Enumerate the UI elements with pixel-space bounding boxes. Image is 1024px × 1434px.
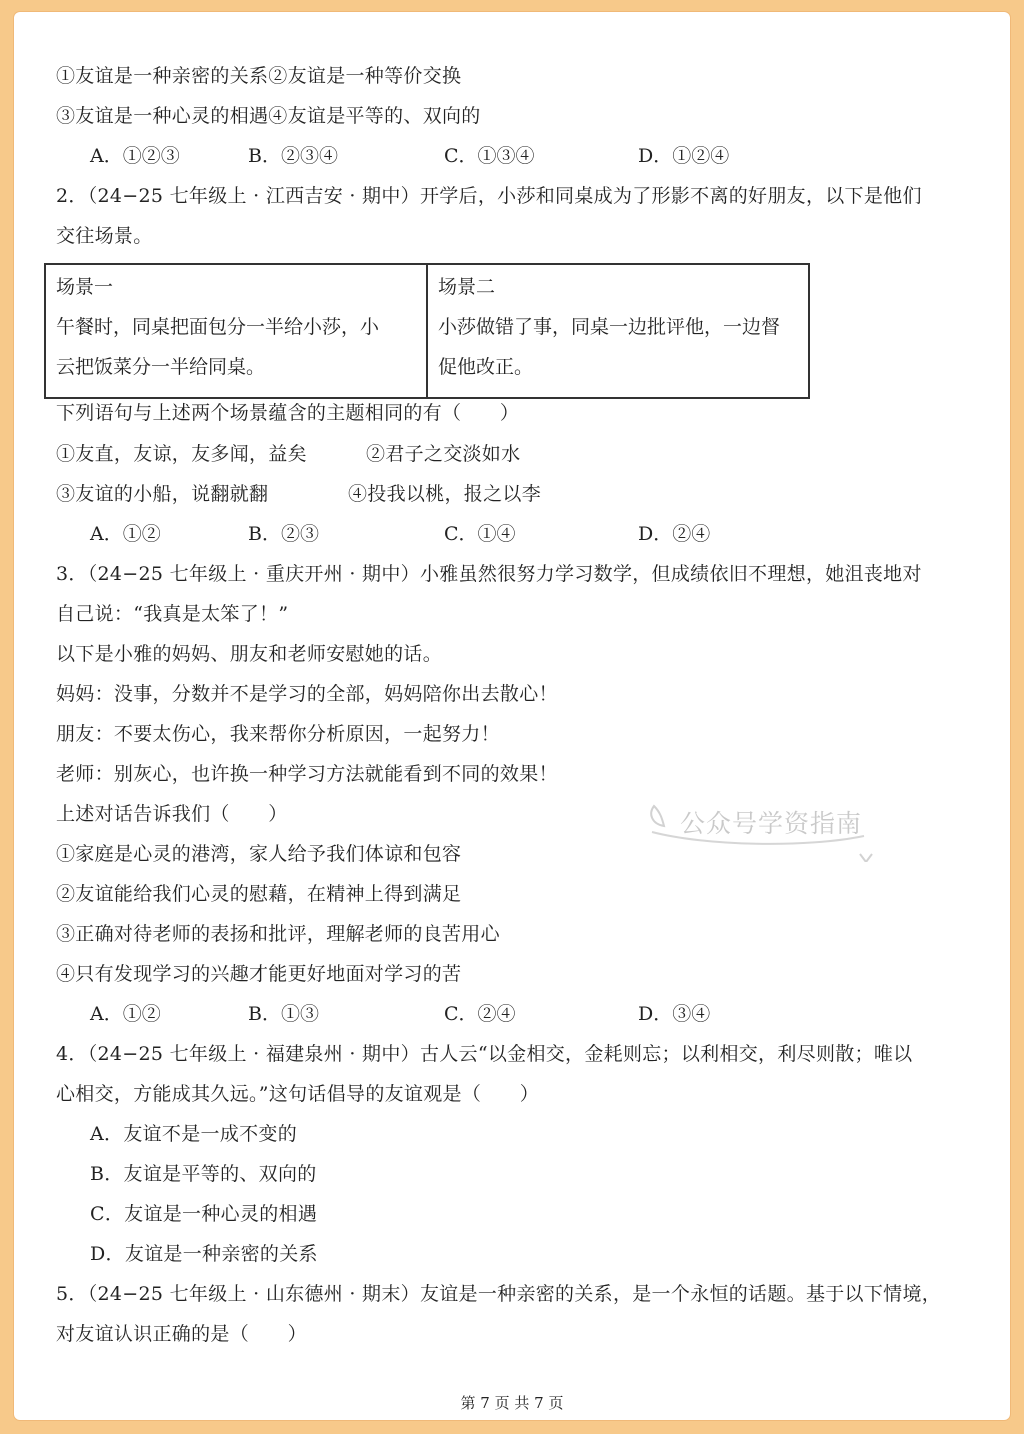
q3-stem-line1: 3．（24−25 七年级上 · 重庆开州 · 期中）小雅虽然很努力学习数学，但成绩依旧不理想，她沮丧地对: [56, 563, 922, 585]
q3-statement-1: ①家庭是心灵的港湾，家人给予我们体谅和包容: [56, 843, 462, 865]
q3-statement-2: ②友谊能给我们心灵的慰藉，在精神上得到满足: [56, 883, 462, 905]
q3-statement-4: ④只有发现学习的兴趣才能更好地面对学习的苦: [56, 963, 462, 985]
q5-stem-line1: 5．（24−25 七年级上 · 山东德州 · 期末）友谊是一种亲密的关系，是一个永恒的话题。基于以下情境，: [56, 1283, 942, 1305]
q1-option-d: D．①②④: [638, 145, 730, 167]
document-page: [14, 12, 1010, 1420]
q4-option-a: A．友谊不是一成不变的: [90, 1123, 298, 1145]
q2-statement-4: ④投我以桃，报之以李: [348, 483, 542, 505]
watermark: [646, 802, 876, 862]
q2-option-a: A．①②: [90, 523, 161, 545]
q4-stem-line2: 心相交，方能成其久远。”这句话倡导的友谊观是（ ）: [56, 1083, 540, 1105]
q2-option-c: C．①④: [444, 523, 516, 545]
q3-option-c: C．②④: [444, 1003, 516, 1025]
q4-option-b: B．友谊是平等的、双向的: [90, 1163, 317, 1185]
page-footer: 第 7 页 共 7 页: [460, 1394, 564, 1412]
q2-stem-line1: 2．（24−25 七年级上 · 江西吉安 · 期中）开学后，小莎和同桌成为了形影不离的好朋友，以下是他们: [56, 185, 922, 207]
q3-question: 上述对话告诉我们（ ）: [56, 803, 288, 825]
q2-option-b: B．②③: [248, 523, 319, 545]
q1-statements-a: ①友谊是一种亲密的关系②友谊是一种等价交换: [56, 65, 462, 87]
q3-statement-3: ③正确对待老师的表扬和批评，理解老师的良苦用心: [56, 923, 500, 945]
scene-one-line1: 午餐时，同桌把面包分一半给小莎，小: [56, 316, 380, 338]
q2-question: 下列语句与上述两个场景蕴含的主题相同的有（ ）: [56, 402, 520, 424]
q1-option-b: B．②③④: [248, 145, 338, 167]
q3-teacher: 老师：别灰心，也许换一种学习方法就能看到不同的效果！: [56, 763, 558, 785]
q2-statement-3: ③友谊的小船，说翻就翻: [56, 483, 269, 505]
q2-statement-1: ①友直，友谅，友多闻，益矣: [56, 443, 307, 465]
watermark-text: 公众号学资指南: [680, 809, 863, 838]
q3-stem-line2: 自己说：“我真是太笨了！”: [56, 603, 289, 625]
q2-stem-line2: 交往场景。: [56, 225, 153, 247]
q4-option-c: C．友谊是一种心灵的相遇: [90, 1203, 318, 1225]
scene-two-title: 场景二: [438, 276, 496, 298]
scene-one-line2: 云把饭菜分一半给同桌。: [56, 356, 266, 378]
q3-option-d: D．③④: [638, 1003, 711, 1025]
q2-option-d: D．②④: [638, 523, 711, 545]
q1-statements-b: ③友谊是一种心灵的相遇④友谊是平等的、双向的: [56, 105, 481, 127]
scene-two-line2: 促他改正。: [438, 356, 534, 378]
q1-option-c: C．①③④: [444, 145, 535, 167]
q3-friend: 朋友：不要太伤心，我来帮你分析原因，一起努力！: [56, 723, 500, 745]
q1-option-a: A．①②③: [90, 145, 180, 167]
q4-stem-line1: 4．（24−25 七年级上 · 福建泉州 · 期中）古人云“以金相交，金耗则忘；以利相交，利尽则散；唯以: [56, 1043, 913, 1065]
q3-option-b: B．①③: [248, 1003, 319, 1025]
q3-option-a: A．①②: [90, 1003, 161, 1025]
scene-one-title: 场景一: [56, 276, 114, 298]
scene-two-cell: [428, 265, 808, 397]
q2-scene-table: [44, 263, 810, 399]
q5-stem-line2: 对友谊认识正确的是（ ）: [56, 1323, 307, 1345]
q2-statement-2: ②君子之交淡如水: [366, 443, 521, 465]
scene-one-cell: [46, 265, 428, 397]
q3-mom: 妈妈：没事，分数并不是学习的全部，妈妈陪你出去散心！: [56, 683, 558, 705]
scene-two-line1: 小莎做错了事，同桌一边批评他，一边督: [438, 316, 781, 338]
q3-stem-line3: 以下是小雅的妈妈、朋友和老师安慰她的话。: [56, 643, 443, 665]
q4-option-d: D．友谊是一种亲密的关系: [90, 1243, 318, 1265]
